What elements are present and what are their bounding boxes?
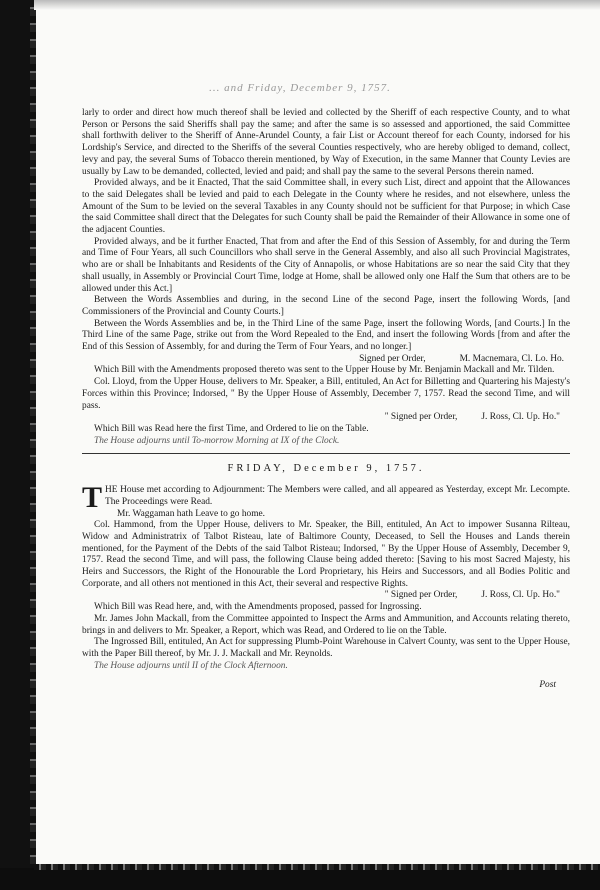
paragraph: Which Bill was Read here, and, with the Amendments proposed, passed for Ingrossing. (94, 602, 422, 613)
scan-left-edge (30, 0, 36, 890)
signature-clerk: J. Ross, Cl. Up. Ho." (481, 412, 560, 423)
paragraph: Col. Hammond, from the Upper House, delivers to Mr. Speaker, the Bill, entituled, An Act to impower Susanna Rilteau, Widow and Administratrix of Talbot Risteau, late of Baltimore County, Deceased, to Sell the Houses and Lands therein mentioned, for the Payment of the Debts of the said Talbot Risteau; Indorsed, " By the Upper House of Assembly, December 9, 1757. Read the second Time, and will pass, the following Clause being added thereto: [Saving to his most Sacred Majesty, his Heirs and Successors, the Right of the Honourable the Lord Proprietary, his Heirs and Successors, and all Bodies Politic and Corporate, and all others not mentioned in this Act, their several and respective Rights. (82, 520, 570, 589)
paragraph: Between the Words Assemblies and during, in the second Line of the second Page, insert the following Words, [and Commissioners of the Provincial and County Courts.] (82, 295, 570, 317)
signature-line (82, 590, 570, 602)
drop-cap: T (82, 481, 103, 515)
paragraph: Provided always, and be it further Enacted, That from and after the End of this Session of Assembly, for and during the Term and Time of Four Years, all such Councillors who shall serve in the General Assembly, and also all such Provincial Magistrates, who are or shall be Inhabitants and Residents of the City of Annapolis, or whose Habitations are so near the said City that they shall usually, in Assembly or Provincial Court Time, lodge at Home, shall be allowed only one Half the Sum that others are to be allowed under this Act.] (82, 236, 570, 294)
document-body (82, 108, 570, 692)
scan-left-border (0, 0, 34, 890)
signature-order: " Signed per Order, (384, 590, 458, 601)
signature-order: Signed per Order, (359, 353, 426, 364)
paragraph: Col. Lloyd, from the Upper House, delivers to Mr. Speaker, a Bill, entituled, An Act for Billetting and Quartering his Majesty's Forces within this Province; Indorsed, " By the Upper House of Assembly, December 7, 1757. Read the second Time, and will pass. (82, 377, 570, 411)
signature-line (82, 354, 570, 366)
signature-clerk: M. Macnemara, Cl. Lo. Ho. (459, 353, 564, 364)
adjournment-note: The House adjourns until To-morrow Morning at IX of the Clock. (94, 435, 340, 446)
catchword: Post (539, 680, 556, 691)
signature-order: " Signed per Order, (384, 412, 458, 423)
paragraph: Between the Words Assemblies and be, in the Third Line of the same Page, insert the following Words, [and Courts.] In the Third Line of the same Page, strike out from the Word Repealed to the End, and insert the following Words [from and after the End of this Session of Assembly, for and during the Term of Four Years, and no longer.] (82, 318, 570, 353)
signature-clerk: J. Ross, Cl. Up. Ho." (481, 590, 560, 601)
paragraph: Mr. Waggaman hath Leave to go home. (117, 508, 266, 519)
paragraph: larly to order and direct how much thereof shall be levied and collected by the Sheriff of each respective County, and to what Person or Persons the said Sheriffs shall pay the same; and after the same is so assessed and apportioned, the said Committee shall forthwith deliver to the Sheriff of Anne-Arundel County, a fair List or Account thereof for each County, indorsed for his Lordship's Service, and directed to the Sheriffs of the several Counties respectively, who are hereby obliged to demand, collect, levy and pay, the several Sums of Tobacco therein mentioned, by Way of Execution, in the same Manner that County Levies are usually by Law to be demanded, collected, levied and paid; and shall pay the same to the several Persons therein named. (82, 108, 570, 177)
paragraph: The Ingrossed Bill, entituled, An Act for suppressing Plumb-Point Warehouse in Calvert County, was sent to the Upper House, with the Paper Bill thereof, by Mr. J. J. Mackall and Mr. Reynolds. (82, 637, 570, 659)
page-header-faint: ... and Friday, December 9, 1757. (209, 82, 391, 94)
paragraph-text: HE House met according to Adjournment: The Members were called, and all appeared as Yesterday, except Mr. Lecompte. The Proceedings were Read. (105, 485, 570, 507)
day-heading: FRIDAY, December 9, 1757. (227, 463, 425, 475)
scan-bottom-edge (34, 864, 600, 870)
paragraph: Which Bill was Read here the first Time, and Ordered to lie on the Table. (94, 423, 369, 434)
section-rule (82, 453, 570, 454)
paragraph: Provided always, and be it Enacted, That the said Committee shall, in every such List, direct and appoint that the Allowances to the said Delegates shall be levied and paid to each Delegate in the County where he resides, and not elsewhere, unless the Amount of the Sum to be levied on the several Taxables in any County should not be sufficient for that Purpose; in which Case the said Committee shall direct that the Delegates for such County shall be paid the Remainder of their Allowance in some one of the adjacent Counties. (82, 178, 570, 236)
signature-line (82, 412, 570, 424)
scan-top-fade (34, 0, 600, 10)
scan-bottom-border (0, 868, 600, 890)
adjournment-note: The House adjourns until II of the Clock Afternoon. (94, 660, 288, 671)
paragraph: Which Bill with the Amendments proposed thereto was sent to the Upper House by Mr. Benjamin Mackall and Mr. Tilden. (94, 365, 555, 376)
paragraph: Mr. James John Mackall, from the Committee appointed to Inspect the Arms and Ammunition, and Accounts relating thereto, brings in and delivers to Mr. Speaker, a Report, which was Read, and Ordered to lie on the Table. (82, 613, 570, 636)
